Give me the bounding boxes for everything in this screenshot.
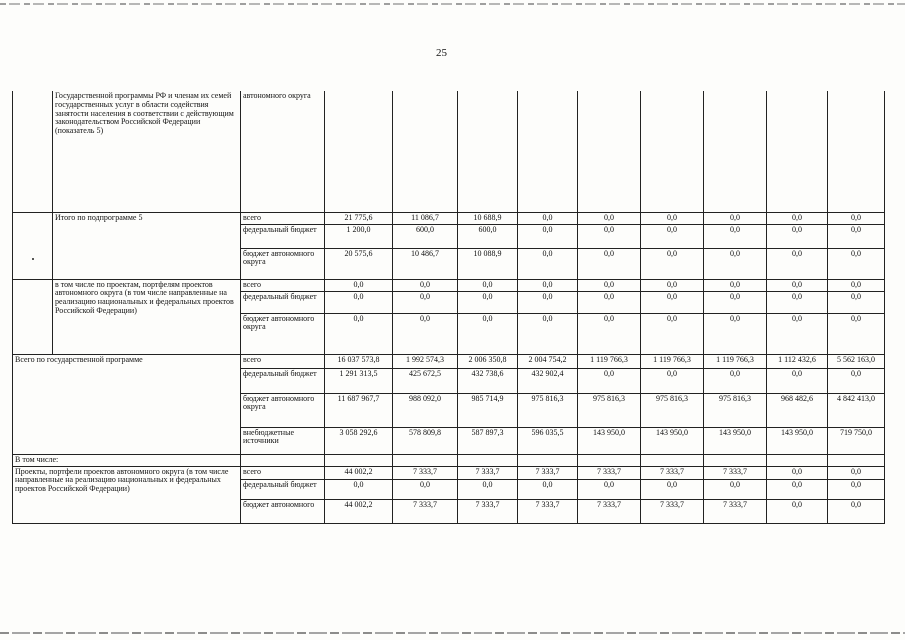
empty-cell: [828, 454, 885, 466]
source-label: бюджет автономного округа: [241, 313, 325, 354]
value-cell: 0,0: [767, 248, 828, 279]
value-cell: 5 562 163,0: [828, 354, 885, 368]
value-cell: 0,0: [828, 248, 885, 279]
value-cell: 0,0: [458, 479, 518, 499]
value-cell: 2 004 754,2: [518, 354, 578, 368]
value-cell: 20 575,6: [325, 248, 393, 279]
value-cell: 0,0: [704, 279, 767, 291]
value-cell: 1 200,0: [325, 224, 393, 248]
value-cell: 0,0: [578, 248, 641, 279]
budget-table: [12, 91, 885, 524]
value-cell: 578 809,8: [393, 427, 458, 454]
value-cell: 975 816,3: [641, 393, 704, 427]
value-cell: 0,0: [578, 368, 641, 393]
value-cell: 0,0: [641, 212, 704, 224]
value-cell: 0,0: [518, 212, 578, 224]
empty-cell: [458, 454, 518, 466]
source-label: федеральный бюджет: [241, 368, 325, 393]
value-cell: 0,0: [578, 479, 641, 499]
value-cell: 0,0: [578, 212, 641, 224]
value-cell: 975 816,3: [704, 393, 767, 427]
value-cell: 0,0: [828, 499, 885, 523]
empty-cell: [241, 454, 325, 466]
value-cell: 4 842 413,0: [828, 393, 885, 427]
value-cell: 0,0: [704, 248, 767, 279]
value-cell: 10 688,9: [458, 212, 518, 224]
value-cell: 0,0: [767, 279, 828, 291]
value-cell: 7 333,7: [578, 466, 641, 479]
empty-cell: [393, 454, 458, 466]
scan-edge-top: [0, 3, 905, 5]
value-cell: 600,0: [458, 224, 518, 248]
value-cell: 10 088,9: [458, 248, 518, 279]
value-cell: 0,0: [704, 291, 767, 313]
value-cell: 0,0: [578, 313, 641, 354]
value-cell: 1 119 766,3: [578, 354, 641, 368]
source-label: всего: [241, 466, 325, 479]
value-cell: 975 816,3: [518, 393, 578, 427]
value-cell: 3 058 292,6: [325, 427, 393, 454]
value-cell: 985 714,9: [458, 393, 518, 427]
value-cell: 425 672,5: [393, 368, 458, 393]
value-cell: 0,0: [767, 291, 828, 313]
empty-cell: [767, 454, 828, 466]
value-cell: 0,0: [641, 368, 704, 393]
value-cell: 0,0: [458, 313, 518, 354]
row-indent: [13, 212, 53, 279]
value-cell: 0,0: [325, 291, 393, 313]
value-cell: 0,0: [578, 224, 641, 248]
value-cell: 7 333,7: [393, 499, 458, 523]
value-cell: 0,0: [325, 313, 393, 354]
value-cell: 0,0: [393, 291, 458, 313]
value-cell: 7 333,7: [704, 466, 767, 479]
value-cell: 0,0: [325, 279, 393, 291]
value-cell: 0,0: [641, 224, 704, 248]
row-label: Итого по подпрограмме 5: [53, 212, 241, 279]
value-cell: 0,0: [767, 499, 828, 523]
value-cell: 0,0: [641, 291, 704, 313]
row-label: в том числе по проектам, портфелям проектов автономного округа (в том числе направленные на реализацию национальных и федеральных проектов Российской Федерации): [53, 279, 241, 354]
empty-cell: [518, 454, 578, 466]
value-cell: 1 291 313,5: [325, 368, 393, 393]
value-cell: 0,0: [641, 479, 704, 499]
value-cell: 7 333,7: [641, 466, 704, 479]
value-cell: 0,0: [641, 313, 704, 354]
value-cell: 0,0: [578, 291, 641, 313]
value-cell: 988 092,0: [393, 393, 458, 427]
value-cell: 600,0: [393, 224, 458, 248]
value-cell: 968 482,6: [767, 393, 828, 427]
value-cell: 7 333,7: [458, 499, 518, 523]
value-cell: 0,0: [828, 479, 885, 499]
value-cell: 0,0: [828, 368, 885, 393]
value-cell: 143 950,0: [578, 427, 641, 454]
value-cell: 143 950,0: [641, 427, 704, 454]
value-cell: 21 775,6: [325, 212, 393, 224]
source-label: всего: [241, 212, 325, 224]
value-cell: 0,0: [828, 279, 885, 291]
value-cell: 0,0: [828, 224, 885, 248]
table-row: [13, 354, 885, 368]
value-cell: 0,0: [828, 313, 885, 354]
source-label: внебюджетные источники: [241, 427, 325, 454]
value-cell: 0,0: [325, 479, 393, 499]
value-cell: 7 333,7: [458, 466, 518, 479]
row-indent: [13, 279, 53, 354]
value-cell: 0,0: [458, 279, 518, 291]
value-cell: 0,0: [704, 479, 767, 499]
source-label: федеральный бюджет: [241, 479, 325, 499]
value-cell: 0,0: [767, 224, 828, 248]
source-label: бюджет автономного: [241, 499, 325, 523]
empty-cell: [325, 454, 393, 466]
value-cell: 0,0: [393, 279, 458, 291]
value-cell: 0,0: [458, 291, 518, 313]
value-cell: 0,0: [704, 212, 767, 224]
value-cell: 0,0: [767, 313, 828, 354]
value-cell: 0,0: [518, 248, 578, 279]
source-label: бюджет автономного округа: [241, 248, 325, 279]
value-cell: 0,0: [518, 313, 578, 354]
value-cell: 0,0: [393, 479, 458, 499]
value-cell: 7 333,7: [393, 466, 458, 479]
row-label: Государственной программы РФ и членам их семей государственных услуг в области содействия занятости населения в соответствии с действующим законодательством Российской Федерации (показатель 5): [53, 91, 241, 212]
value-cell: 0,0: [518, 279, 578, 291]
row-label: Всего по государственной программе: [13, 354, 241, 454]
value-cell: 0,0: [641, 279, 704, 291]
value-cell: 7 333,7: [641, 499, 704, 523]
source-label: федеральный бюджет: [241, 291, 325, 313]
empty-cell: [704, 454, 767, 466]
value-cell: 44 002,2: [325, 499, 393, 523]
value-cell: 0,0: [704, 368, 767, 393]
table-row: [13, 279, 885, 291]
value-cell: 432 738,6: [458, 368, 518, 393]
value-cell: 0,0: [828, 291, 885, 313]
value-cell: 1 119 766,3: [704, 354, 767, 368]
value-cell: 11 086,7: [393, 212, 458, 224]
value-cell: 0,0: [767, 368, 828, 393]
value-cell: 11 687 967,7: [325, 393, 393, 427]
source-label: всего: [241, 279, 325, 291]
table-row: [13, 454, 885, 466]
row-label: Проекты, портфели проектов автономного округа (в том числе направленные на реализацию национальных и федеральных проектов Российской Федерации): [13, 466, 241, 523]
value-cell: 7 333,7: [518, 499, 578, 523]
value-cell: 44 002,2: [325, 466, 393, 479]
value-cell: 719 750,0: [828, 427, 885, 454]
value-cell: 0,0: [518, 291, 578, 313]
value-cell: 432 902,4: [518, 368, 578, 393]
value-cell: 0,0: [704, 224, 767, 248]
scan-edge-bottom: [0, 632, 905, 634]
table-row: [13, 466, 885, 479]
value-cell: 975 816,3: [578, 393, 641, 427]
value-cell: 0,0: [767, 466, 828, 479]
value-cell: 2 006 350,8: [458, 354, 518, 368]
value-cell: 143 950,0: [704, 427, 767, 454]
value-cell: 0,0: [518, 224, 578, 248]
value-cell: 596 035,5: [518, 427, 578, 454]
page-number: 25: [436, 47, 447, 59]
value-cell: 1 112 432,6: [767, 354, 828, 368]
value-cell: 0,0: [393, 313, 458, 354]
value-cell: 0,0: [828, 466, 885, 479]
value-cell: 7 333,7: [518, 466, 578, 479]
value-cell: 0,0: [641, 248, 704, 279]
source-label: федеральный бюджет: [241, 224, 325, 248]
value-cell: 0,0: [767, 479, 828, 499]
source-label: всего: [241, 354, 325, 368]
value-cell: 10 486,7: [393, 248, 458, 279]
empty-cell: [578, 454, 641, 466]
value-cell: 1 992 574,3: [393, 354, 458, 368]
value-cell: 0,0: [518, 479, 578, 499]
source-label: бюджет автономного округа: [241, 393, 325, 427]
value-cell: 143 950,0: [767, 427, 828, 454]
table-row: [13, 91, 885, 212]
value-cell: 0,0: [578, 279, 641, 291]
value-cell: 587 897,3: [458, 427, 518, 454]
value-cell: 0,0: [704, 313, 767, 354]
value-cell: 1 119 766,3: [641, 354, 704, 368]
table-row: [13, 212, 885, 224]
value-cell: 7 333,7: [578, 499, 641, 523]
value-cell: 16 037 573,8: [325, 354, 393, 368]
value-cell: 0,0: [767, 212, 828, 224]
section-label: В том числе:: [13, 454, 241, 466]
value-cell: 0,0: [828, 212, 885, 224]
empty-cell: [641, 454, 704, 466]
value-cell: 7 333,7: [704, 499, 767, 523]
source-label: автономного округа: [241, 91, 325, 212]
